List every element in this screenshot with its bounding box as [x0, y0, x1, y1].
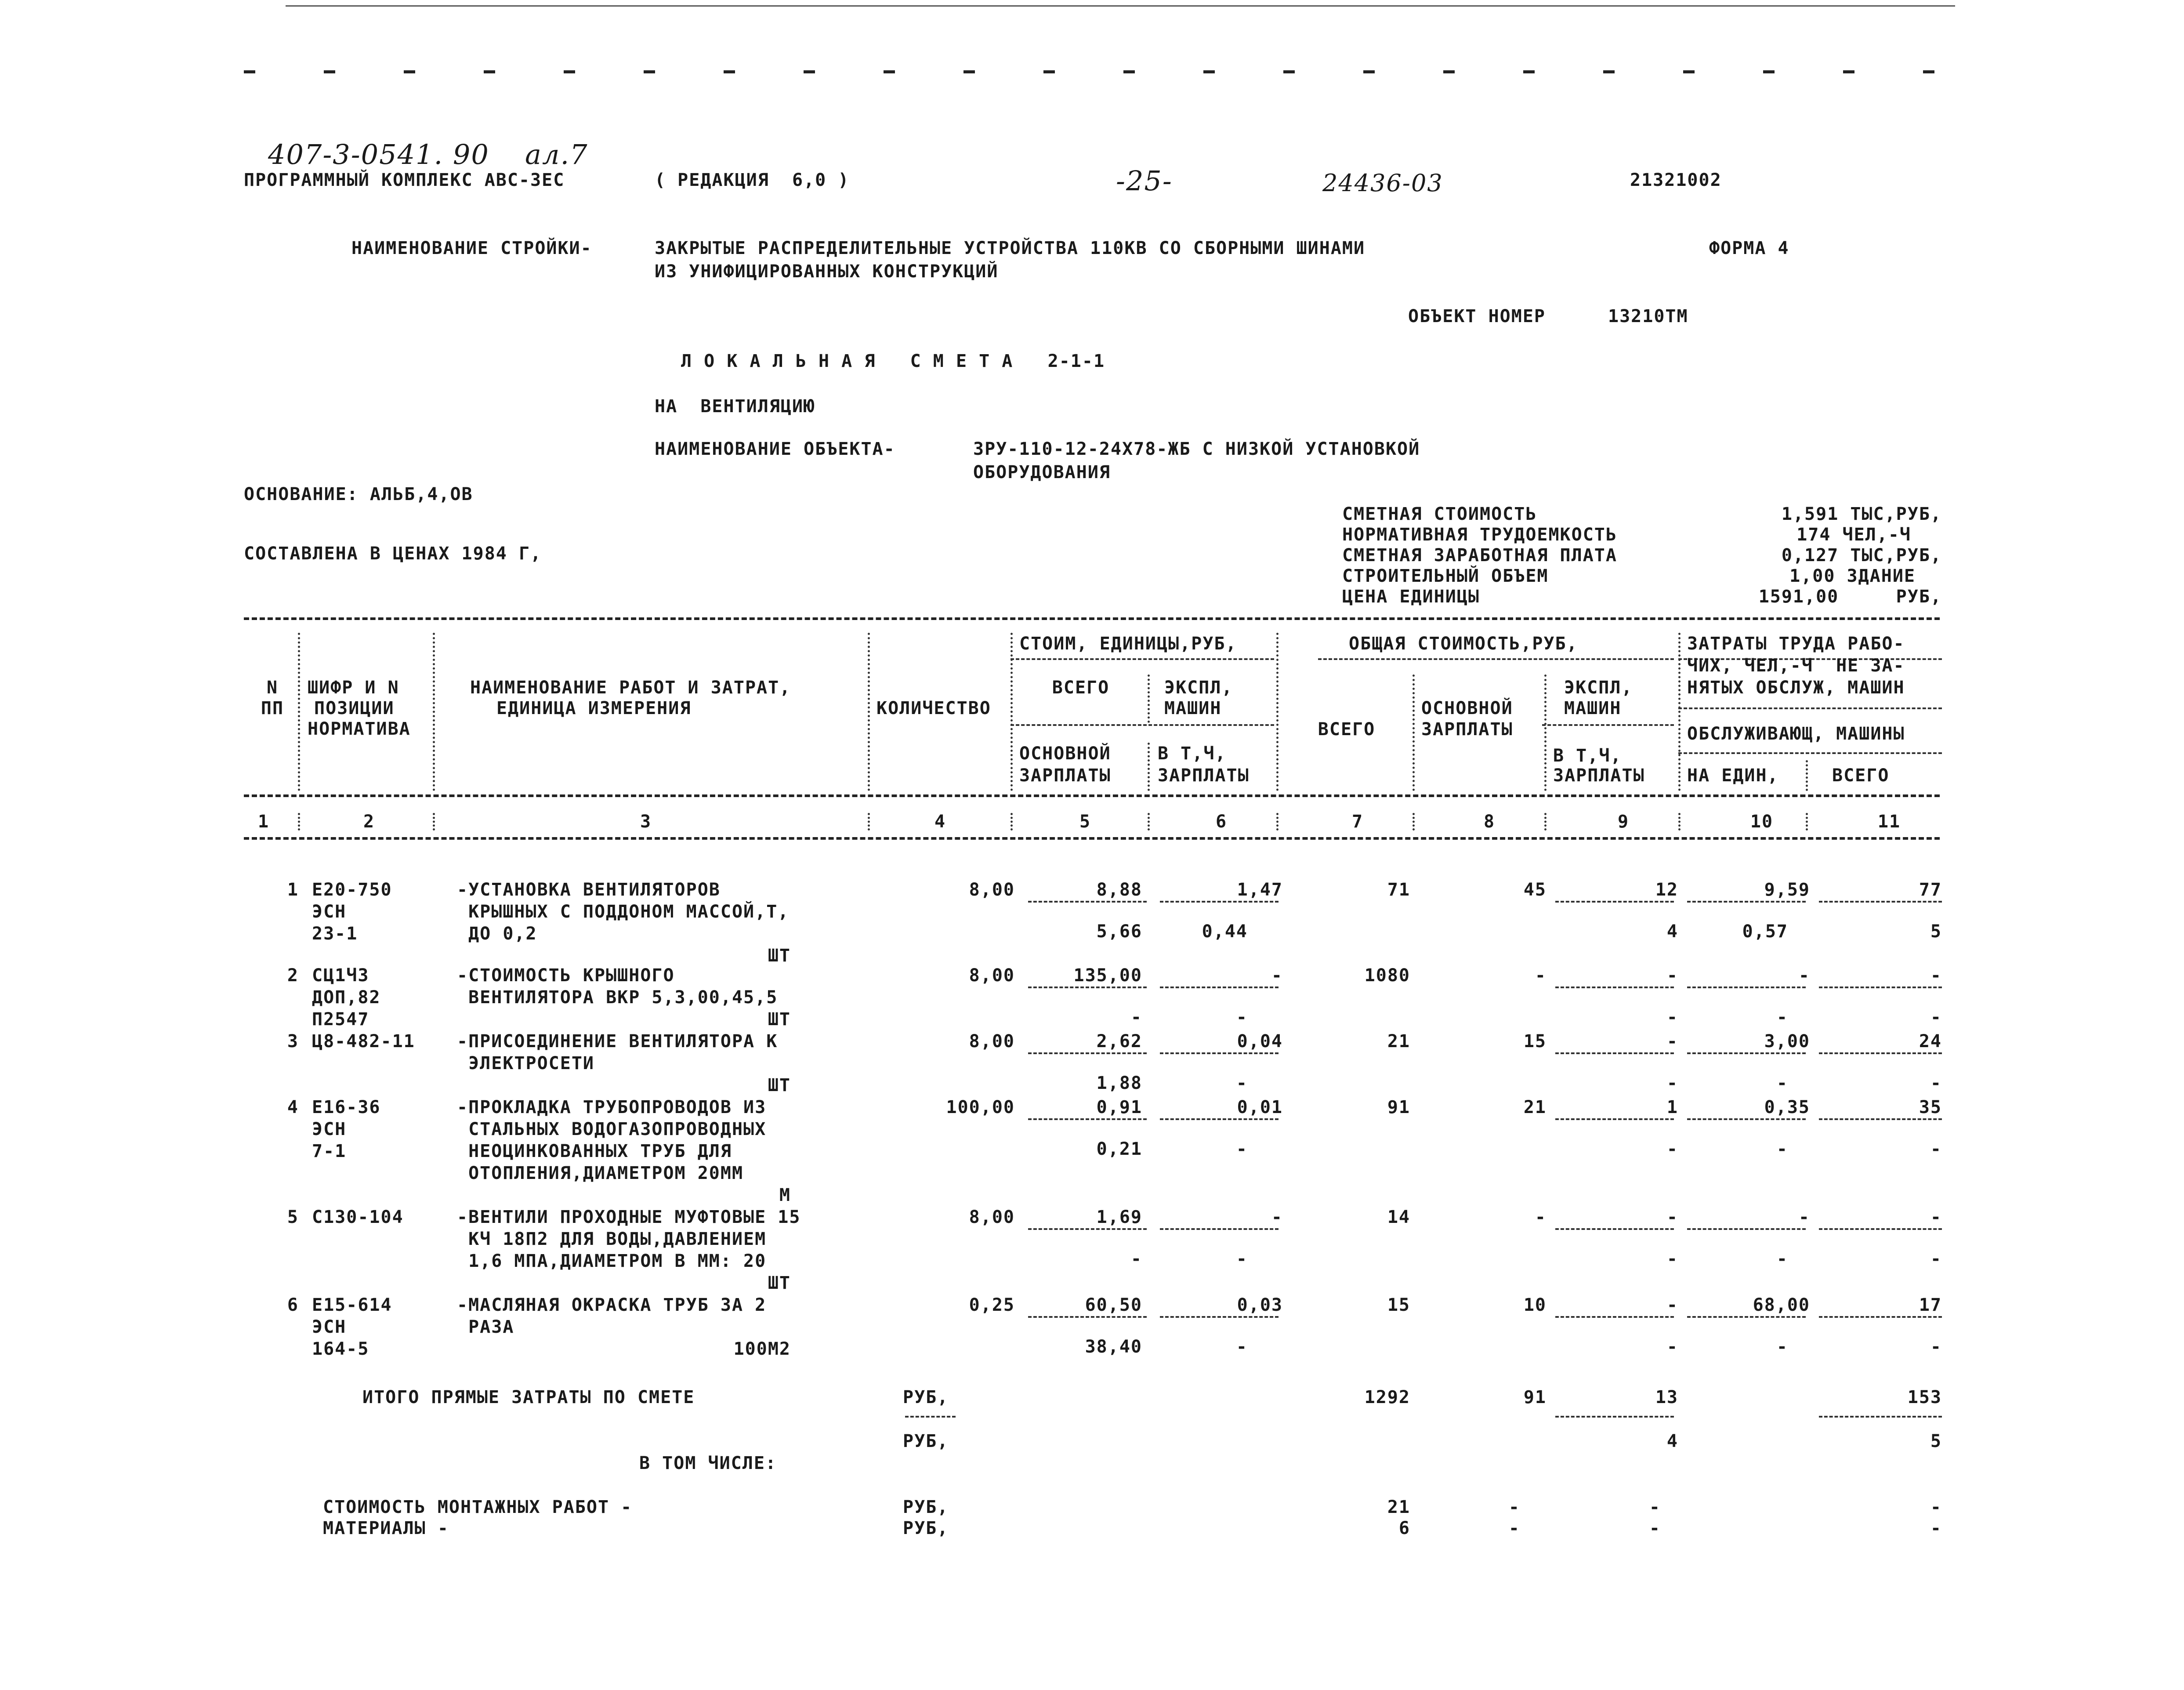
mount-c8: - — [1508, 1497, 1520, 1517]
row-rule-c6 — [1160, 986, 1279, 988]
hdr-total-all: ВСЕГО — [1318, 719, 1376, 740]
top-rule — [286, 5, 1955, 7]
row-c9b: - — [1666, 1139, 1678, 1159]
row-c6b: - — [1236, 1337, 1248, 1357]
numbers-separator — [868, 813, 870, 830]
numbers-separator — [1806, 813, 1808, 830]
row-c10: 9,59 — [1764, 880, 1810, 900]
row-c11b: - — [1930, 1337, 1942, 1357]
totals-rule-c11 — [1819, 1416, 1942, 1418]
totals-label: ИТОГО ПРЯМЫЕ ЗАТРАТЫ ПО СМЕТЕ — [362, 1387, 695, 1407]
row-rule-c9 — [1555, 1052, 1674, 1054]
row-c7: 71 — [1387, 880, 1410, 900]
row-rule-c6 — [1160, 1052, 1279, 1054]
perforation-mark — [1043, 70, 1055, 73]
perforation-mark — [1443, 70, 1455, 73]
row-rule-c10 — [1687, 1228, 1806, 1230]
colnum-7: 7 — [1351, 812, 1364, 832]
row-c6: - — [1271, 1207, 1283, 1227]
totals-including: В ТОМ ЧИСЛЕ: — [639, 1453, 777, 1473]
hdr-c1-b: ПП — [261, 698, 284, 718]
summary-value-5: 1591,00 РУБ, — [1758, 587, 1942, 607]
totals-c7: 1292 — [1364, 1387, 1410, 1407]
row-rule-c11 — [1819, 1118, 1942, 1120]
row-rule-c10 — [1687, 1052, 1806, 1054]
row-rule-c9 — [1555, 1118, 1674, 1120]
perforation-mark — [484, 70, 495, 73]
row-c5: 135,00 — [1073, 965, 1142, 986]
program-name: ПРОГРАММНЫЙ КОМПЛЕКС АВС-3ЕС — [244, 170, 565, 190]
row-rule-c10 — [1687, 1316, 1806, 1318]
row-unit: ШТ — [768, 1075, 791, 1095]
row-c10: 68,00 — [1753, 1295, 1810, 1315]
numbers-bottom-rule — [244, 837, 1940, 840]
row-c9b: - — [1666, 1073, 1678, 1093]
row-c8: 15 — [1523, 1031, 1547, 1052]
row-code: Е20-750 — [312, 880, 392, 900]
row-rule-c9 — [1555, 1228, 1674, 1230]
row-c10: - — [1798, 1207, 1810, 1227]
construction-name-1: ЗАКРЫТЫЕ РАСПРЕДЕЛИТЕЛЬНЫЕ УСТРОЙСТВА 110КВ СО СБОРНЫМИ ШИНАМИ — [655, 238, 1365, 258]
numbers-separator — [1544, 813, 1547, 830]
hdr-labor-c: НЯТЫХ ОБСЛУЖ, МАШИН — [1687, 678, 1905, 698]
colnum-8: 8 — [1483, 812, 1496, 832]
hdr-unit-mach-b: МАШИН — [1164, 698, 1222, 718]
row-unit: 100М2 — [733, 1339, 791, 1359]
perforation-mark — [1283, 70, 1295, 73]
col-sep-7 — [1413, 675, 1415, 791]
row-c11: - — [1930, 965, 1942, 986]
row-c6: 0,01 — [1237, 1097, 1283, 1117]
row-code: ДОП,82 — [312, 987, 381, 1008]
row-number: 4 — [287, 1097, 299, 1117]
row-c9: - — [1666, 1207, 1678, 1227]
row-rule-c6 — [1160, 1118, 1279, 1120]
row-qty: 0,25 — [969, 1295, 1015, 1315]
table-top-rule — [244, 617, 1940, 620]
hdr-unit-wage-a: ОСНОВНОЙ — [1019, 743, 1111, 764]
perforation-mark — [963, 70, 975, 73]
row-rule-c5 — [1028, 986, 1147, 988]
mount-c11: - — [1930, 1497, 1942, 1517]
row-rule-c5 — [1028, 1052, 1147, 1054]
row-c8: 21 — [1523, 1097, 1547, 1117]
object-name-label: НАИМЕНОВАНИЕ ОБЪЕКТА- — [655, 439, 895, 459]
perforation-mark — [1763, 70, 1775, 73]
materials-c7: 6 — [1398, 1518, 1410, 1538]
hdr-unit-wage-b: ЗАРПЛАТЫ — [1019, 765, 1111, 786]
perforation-mark — [724, 70, 735, 73]
row-name: ВЕНТИЛЯТОРА ВКР 5,3,00,45,5 — [457, 987, 778, 1008]
object-number: 13210ТМ — [1608, 306, 1688, 326]
summary-label-2: НОРМАТИВНАЯ ТРУДОЕМКОСТЬ — [1342, 525, 1617, 545]
row-number: 1 — [287, 880, 299, 900]
colnum-1: 1 — [257, 812, 270, 832]
row-rule-c6 — [1160, 1228, 1279, 1230]
row-c11: 77 — [1919, 880, 1942, 900]
summary-label-4: СТРОИТЕЛЬНЫЙ ОБЪЕМ — [1342, 566, 1549, 586]
row-name: -ПРОКЛАДКА ТРУБОПРОВОДОВ ИЗ — [457, 1097, 767, 1117]
numbers-separator — [1011, 813, 1013, 830]
sub-rule-unit — [1011, 724, 1274, 726]
row-number: 5 — [287, 1207, 299, 1227]
row-name: ЭЛЕКТРОСЕТИ — [457, 1053, 594, 1073]
row-name: НЕОЦИНКОВАННЫХ ТРУБ ДЛЯ — [457, 1141, 732, 1161]
object-name-1: ЗРУ-110-12-24Х78-ЖБ С НИЗКОЙ УСТАНОВКОЙ — [973, 439, 1420, 459]
hdr-total-wage-b: ЗАРПЛАТЫ — [1421, 719, 1513, 740]
row-name: КЧ 18П2 ДЛЯ ВОДЫ,ДАВЛЕНИЕМ — [457, 1229, 767, 1249]
col-sep-1 — [298, 633, 300, 791]
row-c6b: - — [1236, 1249, 1248, 1269]
perforation-mark — [884, 70, 895, 73]
row-c6b: - — [1236, 1007, 1248, 1027]
row-c11: 35 — [1919, 1097, 1942, 1117]
hdr-labor-a: ЗАТРАТЫ ТРУДА РАБО- — [1687, 634, 1905, 654]
mount-unit: РУБ, — [903, 1497, 949, 1517]
totals-unit: РУБ, — [903, 1387, 949, 1407]
numbers-separator — [433, 813, 435, 830]
perforation-mark — [1523, 70, 1535, 73]
numbers-separator — [1148, 813, 1150, 830]
row-code: ЭСН — [312, 1119, 347, 1139]
totals-rule-unit — [905, 1416, 956, 1418]
row-code: Ц8-482-11 — [312, 1031, 415, 1052]
row-rule-c10 — [1687, 986, 1806, 988]
summary-label-1: СМЕТНАЯ СТОИМОСТЬ — [1342, 504, 1537, 524]
row-c11b: - — [1930, 1073, 1942, 1093]
col-sep-2 — [433, 633, 435, 791]
col-sep-4 — [1011, 633, 1013, 791]
row-code: 23-1 — [312, 924, 358, 944]
hdr-unit-group: СТОИМ, ЕДИНИЦЫ,РУБ, — [1019, 634, 1237, 654]
materials-c8: - — [1508, 1518, 1520, 1538]
row-rule-c6 — [1160, 1316, 1279, 1318]
row-c5b: - — [1130, 1007, 1142, 1027]
hdr-total-group: ОБЩАЯ СТОИМОСТЬ,РУБ, — [1349, 634, 1578, 654]
row-c7: 1080 — [1364, 965, 1410, 986]
hdr-labor-serv: ОБСЛУЖИВАЮЩ, МАШИНЫ — [1687, 724, 1905, 744]
row-c5b: 0,21 — [1096, 1139, 1142, 1159]
row-c9: - — [1666, 1295, 1678, 1315]
document-number: 21321002 — [1630, 170, 1722, 190]
materials-c11: - — [1930, 1518, 1942, 1538]
perforation-mark — [1123, 70, 1135, 73]
document-title: Л О К А Л Ь Н А Я С М Е Т А 2-1-1 — [681, 351, 1105, 371]
row-name: СТАЛЬНЫХ ВОДОГАЗОПРОВОДНЫХ — [457, 1119, 767, 1139]
row-c5b: 1,88 — [1096, 1073, 1142, 1093]
hdr-c2-a: ШИФР И N — [308, 678, 399, 698]
numbers-separator — [1678, 813, 1681, 830]
row-name: КРЫШНЫХ С ПОДДОНОМ МАССОЙ,Т, — [457, 902, 790, 922]
album-label: ал.7 — [525, 138, 588, 170]
row-unit: ШТ — [768, 946, 791, 966]
hdr-labor-b: ЧИХ, ЧЕЛ,-Ч НЕ ЗА- — [1687, 656, 1905, 676]
perforation-mark — [1923, 70, 1934, 73]
numbers-separator — [298, 813, 300, 830]
hdr-total-incl-a: В Т,Ч, — [1553, 746, 1622, 766]
row-c10b: - — [1776, 1139, 1788, 1159]
archive-number: 24436-03 — [1322, 169, 1443, 197]
col-sep-10 — [1806, 760, 1808, 791]
row-rule-c5 — [1028, 901, 1147, 903]
row-name: РАЗА — [457, 1317, 514, 1337]
row-c9b: - — [1666, 1337, 1678, 1357]
summary-value-3: 0,127 ТЫС,РУБ, — [1781, 545, 1942, 566]
basis: ОСНОВАНИЕ: АЛЬБ,4,ОВ — [244, 484, 473, 504]
hdr-total-mach-a: ЭКСПЛ, — [1564, 678, 1633, 698]
row-c9b: 4 — [1666, 921, 1678, 942]
row-c11b: 5 — [1930, 921, 1942, 942]
form-label: ФОРМА 4 — [1709, 238, 1789, 258]
row-c9b: - — [1666, 1249, 1678, 1269]
row-c11: 17 — [1919, 1295, 1942, 1315]
row-rule-c5 — [1028, 1118, 1147, 1120]
totals-c9: 13 — [1655, 1387, 1678, 1407]
row-c11b: - — [1930, 1139, 1942, 1159]
row-c10: - — [1798, 965, 1810, 986]
colnum-5: 5 — [1079, 812, 1091, 832]
row-number: 2 — [287, 965, 299, 986]
totals-c8: 91 — [1523, 1387, 1547, 1407]
perforation-mark — [404, 70, 415, 73]
colnum-6: 6 — [1215, 812, 1228, 832]
totals-c11: 153 — [1907, 1387, 1942, 1407]
row-rule-c5 — [1028, 1316, 1147, 1318]
row-qty: 100,00 — [946, 1097, 1015, 1117]
perforation-mark — [1843, 70, 1854, 73]
perforation-mark — [1363, 70, 1375, 73]
row-rule-c10 — [1687, 1118, 1806, 1120]
hdr-c2-c: НОРМАТИВА — [308, 719, 411, 739]
row-code: СЦ1Ч3 — [312, 965, 369, 986]
numbers-separator — [1276, 813, 1279, 830]
row-name: ОТОПЛЕНИЯ,ДИАМЕТРОМ 20ММ — [457, 1163, 744, 1183]
numbers-separator — [1413, 813, 1415, 830]
totals-rule-c9 — [1555, 1416, 1674, 1418]
mount-c9: - — [1649, 1497, 1661, 1517]
prices-year: СОСТАВЛЕНА В ЦЕНАХ 1984 Г, — [244, 544, 542, 564]
row-name: -МАСЛЯНАЯ ОКРАСКА ТРУБ ЗА 2 — [457, 1295, 767, 1315]
row-c7: 15 — [1387, 1295, 1410, 1315]
row-code: 7-1 — [312, 1141, 347, 1161]
row-qty: 8,00 — [969, 1207, 1015, 1227]
row-c6: 0,04 — [1237, 1031, 1283, 1052]
perforation-mark — [804, 70, 815, 73]
row-rule-c11 — [1819, 1052, 1942, 1054]
colnum-3: 3 — [640, 812, 652, 832]
mount-label: СТОИМОСТЬ МОНТАЖНЫХ РАБОТ - — [323, 1497, 633, 1517]
row-c5: 2,62 — [1096, 1031, 1142, 1052]
perforation-mark — [1203, 70, 1215, 73]
row-c7: 14 — [1387, 1207, 1410, 1227]
group-rule-total — [1318, 658, 1674, 660]
col-sep-6 — [1276, 633, 1279, 791]
row-name: ДО 0,2 — [457, 924, 537, 944]
summary-label-3: СМЕТНАЯ ЗАРАБОТНАЯ ПЛАТА — [1342, 545, 1617, 566]
construction-name-2: ИЗ УНИФИЦИРОВАННЫХ КОНСТРУКЦИЙ — [655, 261, 999, 282]
row-code: П2547 — [312, 1009, 369, 1030]
row-code: ЭСН — [312, 1317, 347, 1337]
construction-label: НАИМЕНОВАНИЕ СТРОЙКИ- — [351, 238, 592, 258]
row-c8: - — [1535, 965, 1547, 986]
row-c5b: 38,40 — [1085, 1337, 1142, 1357]
perforation-mark — [644, 70, 655, 73]
materials-c9: - — [1649, 1518, 1661, 1538]
row-c5: 1,69 — [1096, 1207, 1142, 1227]
hdr-unit-total: ВСЕГО — [1052, 678, 1110, 698]
row-name: 1,6 МПА,ДИАМЕТРОМ В ММ: 20 — [457, 1251, 767, 1271]
row-c5b: - — [1130, 1249, 1142, 1269]
row-rule-c9 — [1555, 1316, 1674, 1318]
summary-value-4: 1,00 ЗДАНИЕ — [1789, 566, 1916, 586]
row-unit: М — [779, 1185, 791, 1205]
row-c11: 24 — [1919, 1031, 1942, 1052]
row-c5: 60,50 — [1085, 1295, 1142, 1315]
summary-value-1: 1,591 ТЫС,РУБ, — [1781, 504, 1942, 524]
page-number: -25- — [1116, 165, 1173, 197]
row-rule-c10 — [1687, 901, 1806, 903]
row-c10: 3,00 — [1764, 1031, 1810, 1052]
row-c8: 10 — [1523, 1295, 1547, 1315]
colnum-2: 2 — [363, 812, 375, 832]
hdr-unit-incl-b: ЗАРПЛАТЫ — [1158, 765, 1250, 786]
hdr-unit-incl-a: В Т,Ч, — [1158, 743, 1227, 764]
hdr-labor-all: ВСЕГО — [1832, 765, 1890, 786]
row-c11b: - — [1930, 1007, 1942, 1027]
summary-label-5: ЦЕНА ЕДИНИЦЫ — [1342, 587, 1480, 607]
row-code: 164-5 — [312, 1339, 369, 1359]
row-rule-c11 — [1819, 1316, 1942, 1318]
perforation-mark — [244, 70, 255, 73]
hdr-total-incl-b: ЗАРПЛАТЫ — [1553, 765, 1645, 786]
row-code: С130-104 — [312, 1207, 404, 1227]
edition: ( РЕДАКЦИЯ 6,0 ) — [655, 170, 850, 190]
row-name: -ВЕНТИЛИ ПРОХОДНЫЕ МУФТОВЫЕ 15 — [457, 1207, 801, 1227]
hdr-total-wage-a: ОСНОВНОЙ — [1421, 698, 1513, 718]
totals-c9b: 4 — [1666, 1431, 1678, 1451]
row-qty: 8,00 — [969, 965, 1015, 986]
row-c5b: 5,66 — [1096, 921, 1142, 942]
row-c10: 0,35 — [1764, 1097, 1810, 1117]
row-c10b: - — [1776, 1073, 1788, 1093]
materials-unit: РУБ, — [903, 1518, 949, 1538]
row-c10b: - — [1776, 1337, 1788, 1357]
row-number: 6 — [287, 1295, 299, 1315]
col-sep-8 — [1544, 675, 1547, 791]
document-subtitle: НА ВЕНТИЛЯЦИЮ — [655, 396, 815, 417]
perforation-mark — [1683, 70, 1695, 73]
hdr-c3-a: НАИМЕНОВАНИЕ РАБОТ И ЗАТРАТ, — [470, 678, 791, 698]
row-name: -ПРИСОЕДИНЕНИЕ ВЕНТИЛЯТОРА К — [457, 1031, 778, 1052]
row-c9b: - — [1666, 1007, 1678, 1027]
row-rule-c9 — [1555, 986, 1674, 988]
col-sep-3 — [868, 633, 870, 791]
row-c7: 21 — [1387, 1031, 1410, 1052]
hdr-c2-b: ПОЗИЦИИ — [314, 698, 395, 718]
row-c9: 12 — [1655, 880, 1678, 900]
row-c10b: - — [1776, 1249, 1788, 1269]
row-rule-c9 — [1555, 901, 1674, 903]
row-c8: 45 — [1523, 880, 1547, 900]
materials-label: МАТЕРИАЛЫ - — [323, 1518, 449, 1538]
hdr-total-mach-b: МАШИН — [1564, 698, 1622, 718]
col-sep-9 — [1678, 633, 1681, 791]
row-c6: 0,03 — [1237, 1295, 1283, 1315]
row-rule-c11 — [1819, 1228, 1942, 1230]
sub-rule-mach — [1542, 724, 1674, 726]
row-name: -УСТАНОВКА ВЕНТИЛЯТОРОВ — [457, 880, 721, 900]
col-sep-5b — [1148, 743, 1150, 791]
colnum-10: 10 — [1750, 812, 1774, 832]
mount-c7: 21 — [1387, 1497, 1410, 1517]
totals-unit-2: РУБ, — [903, 1431, 949, 1451]
row-name: -СТОИМОСТЬ КРЫШНОГО — [457, 965, 675, 986]
hdr-c1-a: N — [266, 678, 279, 698]
perforation-mark — [1603, 70, 1615, 73]
row-code: Е16-36 — [312, 1097, 381, 1117]
colnum-9: 9 — [1617, 812, 1630, 832]
row-qty: 8,00 — [969, 1031, 1015, 1052]
row-c10b: - — [1776, 1007, 1788, 1027]
hdr-c3-b: ЕДИНИЦА ИЗМЕРЕНИЯ — [496, 698, 692, 718]
header-bottom-rule — [244, 794, 1940, 797]
row-number: 3 — [287, 1031, 299, 1052]
row-c6b: - — [1236, 1073, 1248, 1093]
row-code: ЭСН — [312, 902, 347, 922]
row-c9: - — [1666, 965, 1678, 986]
object-name-2: ОБОРУДОВАНИЯ — [973, 462, 1111, 482]
sub-rule-labor-2 — [1678, 752, 1942, 754]
colnum-4: 4 — [934, 812, 946, 832]
row-unit: ШТ — [768, 1273, 791, 1293]
row-c11: - — [1930, 1207, 1942, 1227]
summary-value-2: 174 ЧЕЛ,-Ч — [1796, 525, 1911, 545]
row-c7: 91 — [1387, 1097, 1410, 1117]
row-c5: 0,91 — [1096, 1097, 1142, 1117]
row-code: Е15-614 — [312, 1295, 392, 1315]
row-c9: 1 — [1666, 1097, 1678, 1117]
col-sep-5 — [1148, 675, 1150, 723]
row-unit: ШТ — [768, 1009, 791, 1030]
row-c6: 1,47 — [1237, 880, 1283, 900]
row-c5: 8,88 — [1096, 880, 1142, 900]
row-qty: 8,00 — [969, 880, 1015, 900]
row-c11b: - — [1930, 1249, 1942, 1269]
row-c9: - — [1666, 1031, 1678, 1052]
row-rule-c11 — [1819, 901, 1942, 903]
colnum-11: 11 — [1877, 812, 1901, 832]
object-number-label: ОБЪЕКТ НОМЕР — [1408, 306, 1546, 326]
hdr-c4: КОЛИЧЕСТВО — [876, 698, 991, 718]
row-rule-c6 — [1160, 901, 1279, 903]
totals-c11b: 5 — [1930, 1431, 1942, 1451]
row-c6: - — [1271, 965, 1283, 986]
hdr-labor-unit: НА ЕДИН, — [1687, 765, 1779, 786]
row-rule-c5 — [1028, 1228, 1147, 1230]
hdr-unit-mach-a: ЭКСПЛ, — [1164, 678, 1233, 698]
group-rule-unit — [1011, 658, 1274, 660]
perforation-mark — [324, 70, 335, 73]
perforation-mark — [564, 70, 575, 73]
row-c8: - — [1535, 1207, 1547, 1227]
row-c10b: 0,57 — [1742, 921, 1788, 942]
row-c6b: - — [1236, 1139, 1248, 1159]
row-rule-c11 — [1819, 986, 1942, 988]
doc-code: 407-3-0541. 90 — [268, 138, 489, 170]
row-c6b: 0,44 — [1202, 921, 1248, 942]
sub-rule-labor — [1678, 707, 1942, 709]
